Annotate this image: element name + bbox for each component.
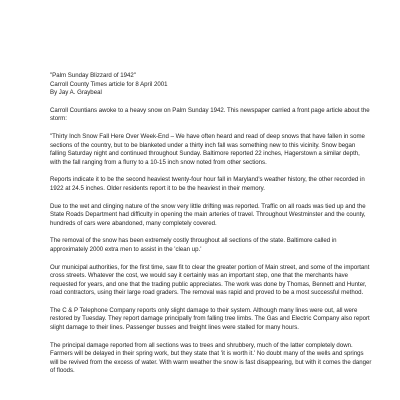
- article-title: "Palm Sunday Blizzard of 1942": [50, 72, 136, 79]
- article-heading: [50, 72, 372, 98]
- paragraph: The removal of the snow has been extremely costly throughout all sections of the state. Baltimore called in approximately 2000 extra men to assist in the 'clean up.': [50, 237, 337, 253]
- paragraph: Our municipal authorities, for the first time, saw fit to clear the greater portion of Main street, and some of the important cross streets. Whatever the cost, we would say it certainly was an important step, one that the merchants have requested for years, and one that the trading public appreciates. The work was done by Thomas, Bennett and Hunter, road contractors, using their large road graders. The removal was rapid and proved to be a most successful method.: [50, 263, 370, 297]
- paragraph: "Thirty Inch Snow Fall Here Over Week-End – We have often heard and read of deep snows that have fallen in some sections of the country, but to be blanketed under a thirty inch fall was something new to this vicinity. Snow began falling Saturday night and continued throughout Sunday. Baltimore reported 22 inches, Hagerstown a similar depth, with the fall ranging from a flurry to a 10-15 inch snow noted from other sections.: [50, 132, 365, 166]
- paragraph: The C & P Telephone Company reports only slight damage to their system. Although many lines were out, all were restored by Tuesday. They report damage principally from falling tree limbs. The Gas and Electric Company also report slight damage to their lines. Passenger busses and freight lines were stalled for many hours.: [50, 306, 370, 332]
- article-body: [50, 72, 372, 385]
- paragraph: Carroll Countians awoke to a heavy snow on Palm Sunday 1942. This newspaper carried a front page article about the storm:: [50, 106, 370, 123]
- article-byline: By Jay A. Graybeal: [50, 89, 102, 97]
- paragraph: Due to the wet and clinging nature of the snow very little drifting was reported. Traffic on all roads was tied up and the State Roads Department had difficulty in opening the main arteries of travel. Throughout Westminster and the county, hundreds of cars were abandoned, many completely covered.: [50, 202, 366, 227]
- paragraph: Reports indicate it to be the second heaviest twenty-four hour fall in Maryland's weather history, the other recorded in 1922 at 24.5 inches. Older residents report it to be the heaviest in their memory.: [50, 176, 365, 192]
- article-source: Carroll County Times article for 8 April 2001: [50, 80, 168, 88]
- paragraph: The principal damage reported from all sections was to trees and shrubbery, much of the latter completely down. Farmers will be delayed in their spring work, but they state that 'it is worth it.' No doubt many of the wells and springs will be revived from the excess of water. With warm weather the snow is fast disappearing, but with it comes the danger of floods.: [50, 341, 372, 375]
